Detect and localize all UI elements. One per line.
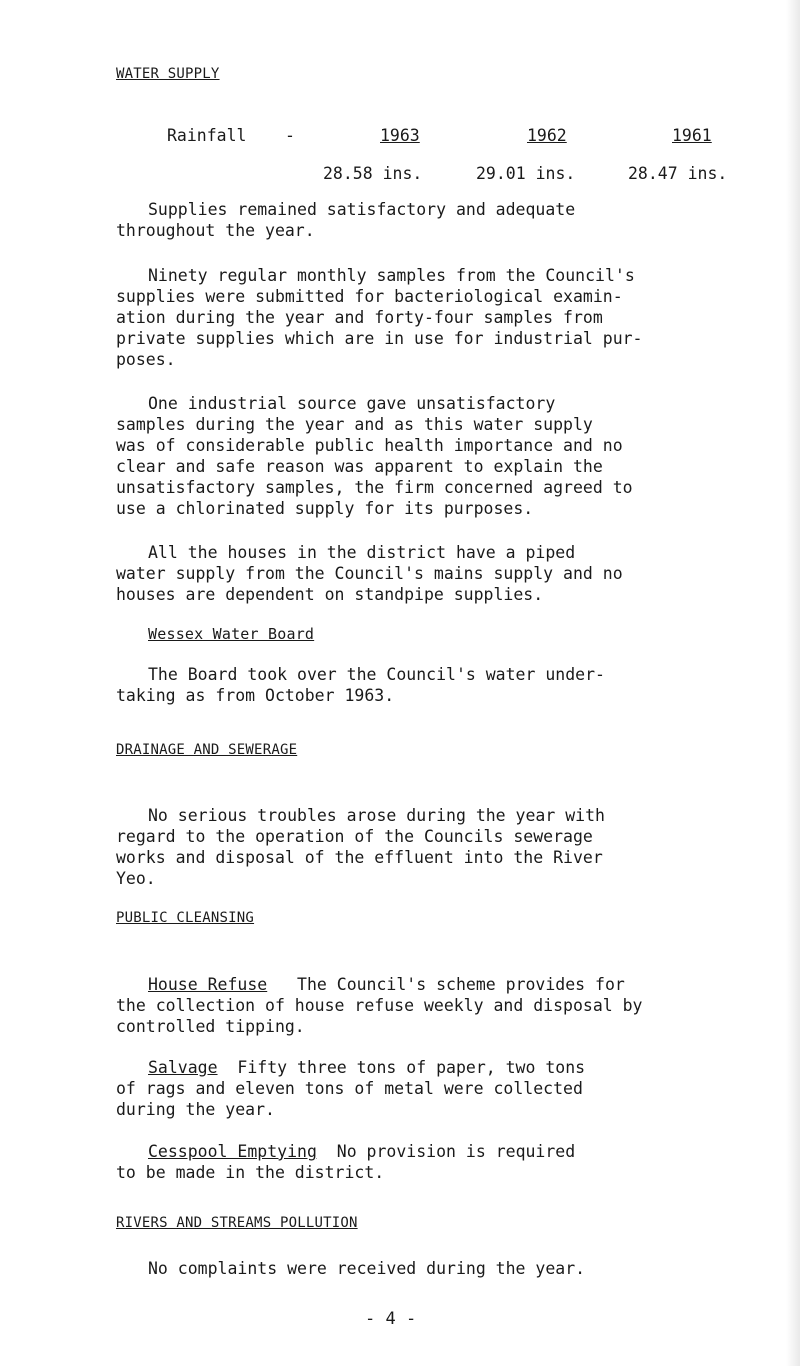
rainfall-year-1961: 1961 <box>672 126 712 145</box>
house-refuse-paragraph: House Refuse The Council's scheme provides for the collection of house refuse weekly and disposal by controlled tipping. <box>116 975 643 1036</box>
salvage-paragraph: Salvage Fifty three tons of paper, two tons of rags and eleven tons of metal were collected during the year. <box>116 1058 586 1119</box>
page-number: - 4 - <box>365 1309 417 1329</box>
house-refuse-label: House Refuse <box>148 975 268 994</box>
rivers-paragraph: No complaints were received during the year. <box>148 1259 586 1278</box>
piped-water-paragraph: All the houses in the district have a piped water supply from the Council's mains supply and no houses are dependent on standpipe supplies. <box>116 543 623 604</box>
industrial-source-paragraph: One industrial source gave unsatisfactory samples during the year and as this water supply was of considerable public health importance and no clear and safe reason was apparent to explain the unsatisfactory samples, the firm concerned agreed to use a chlorinated supply for its purposes. <box>116 394 633 518</box>
cesspool-label: Cesspool Emptying <box>148 1142 317 1161</box>
page-edge-shadow <box>786 0 800 1366</box>
rainfall-label: Rainfall <box>167 126 247 145</box>
rainfall-value-1961: 28.47 ins. <box>628 164 728 183</box>
drainage-paragraph: No serious troubles arose during the year with regard to the operation of the Councils sewerage works and disposal of the effluent into the River Yeo. <box>116 806 605 888</box>
rainfall-dash: - <box>285 126 295 145</box>
public-cleansing-heading: PUBLIC CLEANSING <box>116 910 255 926</box>
supplies-paragraph: Supplies remained satisfactory and adequate throughout the year. <box>116 200 576 240</box>
rivers-streams-heading: RIVERS AND STREAMS POLLUTION <box>116 1215 358 1231</box>
rainfall-value-1962: 29.01 ins. <box>476 164 576 183</box>
rainfall-year-1963: 1963 <box>380 126 420 145</box>
drainage-sewerage-heading: DRAINAGE AND SEWERAGE <box>116 742 298 758</box>
board-takeover-paragraph: The Board took over the Council's water under- taking as from October 1963. <box>116 665 605 705</box>
salvage-label: Salvage <box>148 1058 218 1077</box>
cesspool-paragraph: Cesspool Emptying No provision is required to be made in the district. <box>116 1142 576 1182</box>
samples-paragraph: Ninety regular monthly samples from the Council's supplies were submitted for bacteriological examin- ation during the year and forty-four samples from private supplies which are in use for industrial pur- poses. <box>116 266 643 369</box>
wessex-water-board-heading: Wessex Water Board <box>148 625 315 643</box>
water-supply-heading: WATER SUPPLY <box>116 66 220 82</box>
rainfall-value-1963: 28.58 ins. <box>323 164 423 183</box>
rainfall-year-1962: 1962 <box>527 126 567 145</box>
